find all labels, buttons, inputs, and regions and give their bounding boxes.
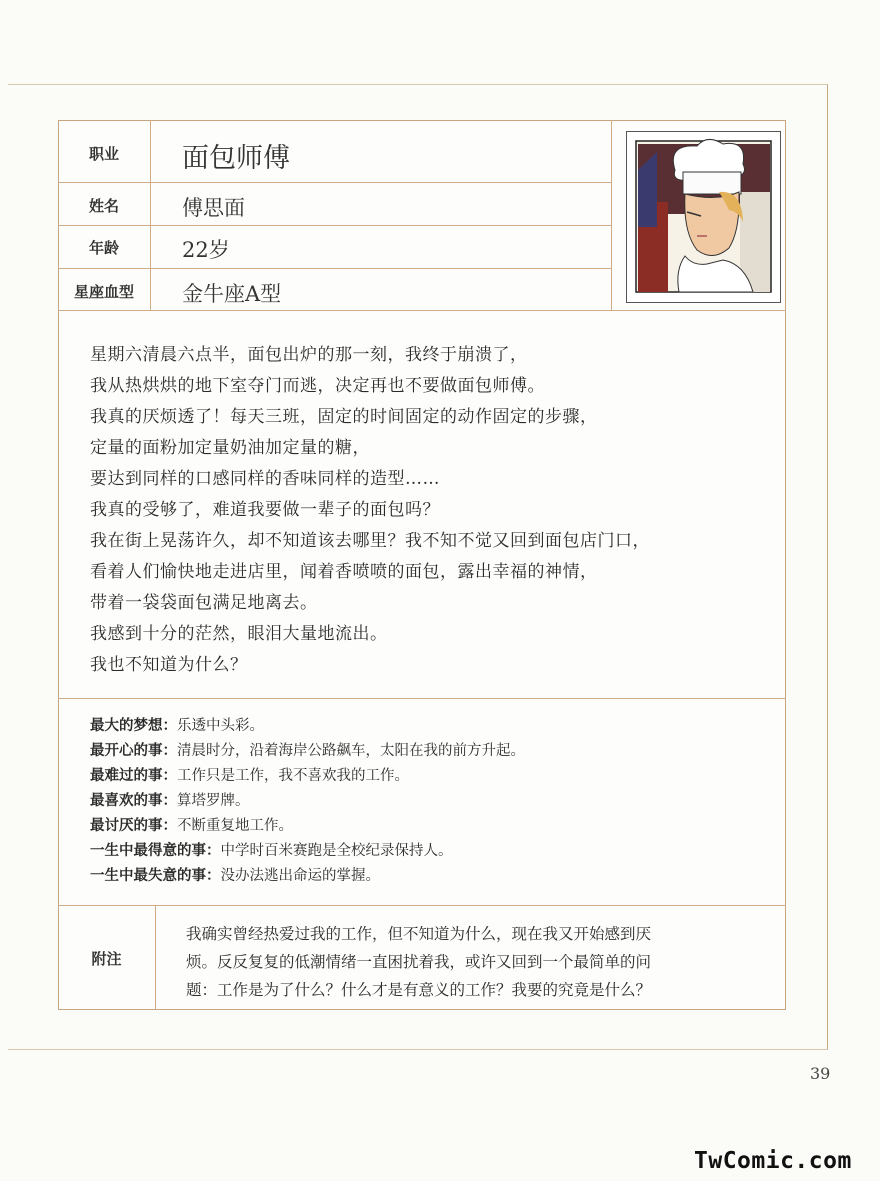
divider [611, 120, 612, 310]
note-text [186, 920, 776, 1004]
fact-row [90, 789, 770, 814]
fact-row [90, 739, 770, 764]
watermark-logo: TwComic.com [694, 1148, 852, 1174]
name-label: 姓名 [88, 197, 119, 215]
fact-key: 最讨厌的事： [90, 818, 177, 834]
fact-value: 不断重复地工作。 [177, 818, 293, 834]
sign-value: 金牛座A型 [182, 282, 282, 306]
note-label: 附注 [91, 950, 122, 968]
divider [150, 120, 151, 310]
fact-row [90, 714, 770, 739]
story-line: 我从热烘烘的地下室夺门而逃，决定再也不要做面包师傅。 [90, 376, 545, 396]
fact-key: 最开心的事： [90, 743, 177, 759]
story-line: 定量的面粉加定量奶油加定量的糖， [90, 438, 370, 458]
divider [58, 698, 786, 699]
story-line: 我真的受够了，难道我要做一辈子的面包吗？ [90, 500, 440, 520]
story-text [90, 340, 770, 681]
story-line: 我在街上晃荡许久，却不知道该去哪里？我不知不觉又回到面包店门口， [90, 531, 650, 551]
fact-row [90, 839, 770, 864]
fact-value: 没办法逃出命运的掌握。 [220, 868, 380, 884]
note-line: 题：工作是为了什么？什么才是有意义的工作？我要的究竟是什么？ [186, 981, 652, 999]
divider [58, 182, 611, 183]
fact-row [90, 864, 770, 889]
age-label: 年龄 [88, 239, 119, 257]
story-line: 带着一袋袋面包满足地离去。 [90, 593, 318, 613]
story-line: 我真的厌烦透了！每天三班，固定的时间固定的动作固定的步骤， [90, 407, 598, 427]
divider [58, 225, 611, 226]
fact-key: 一生中最失意的事： [90, 868, 221, 884]
fact-value: 工作只是工作，我不喜欢我的工作。 [177, 768, 409, 784]
age-value: 22岁 [182, 238, 230, 262]
story-line: 我感到十分的茫然，眼泪大量地流出。 [90, 624, 388, 644]
job-value: 面包师傅 [182, 143, 290, 174]
divider [58, 905, 786, 906]
page-number: 39 [810, 1064, 831, 1083]
fact-key: 最大的梦想： [90, 718, 177, 734]
story-line: 星期六清晨六点半，面包出炉的那一刻，我终于崩溃了， [90, 345, 528, 365]
divider [58, 268, 611, 269]
fact-value: 乐透中头彩。 [177, 718, 264, 734]
story-line: 看着人们愉快地走进店里，闻着香喷喷的面包，露出幸福的神情， [90, 562, 598, 582]
fact-value: 中学时百米赛跑是全校纪录保持人。 [220, 843, 453, 859]
job-label: 职业 [88, 145, 119, 163]
baker-portrait-icon [627, 132, 780, 302]
fact-row [90, 814, 770, 839]
fact-key: 最难过的事： [90, 768, 177, 784]
story-line: 我也不知道为什么？ [90, 655, 248, 675]
note-line: 烦。反反复复的低潮情绪一直困扰着我，或许又回到一个最简单的问 [186, 953, 652, 971]
fact-value: 清晨时分，沿着海岸公路飙车，太阳在我的前方升起。 [177, 743, 525, 759]
facts-list [90, 714, 770, 889]
portrait-frame [626, 131, 781, 303]
name-value: 傅思面 [182, 196, 245, 220]
note-line: 我确实曾经热爱过我的工作，但不知道为什么，现在我又开始感到厌 [186, 925, 652, 943]
fact-key: 一生中最得意的事： [90, 843, 221, 859]
story-line: 要达到同样的口感同样的香味同样的造型…… [90, 469, 440, 489]
sign-label: 星座血型 [73, 283, 134, 301]
fact-key: 最喜欢的事： [90, 793, 177, 809]
divider [58, 310, 786, 311]
fact-row [90, 764, 770, 789]
fact-value: 算塔罗牌。 [177, 793, 250, 809]
divider [155, 905, 156, 1010]
